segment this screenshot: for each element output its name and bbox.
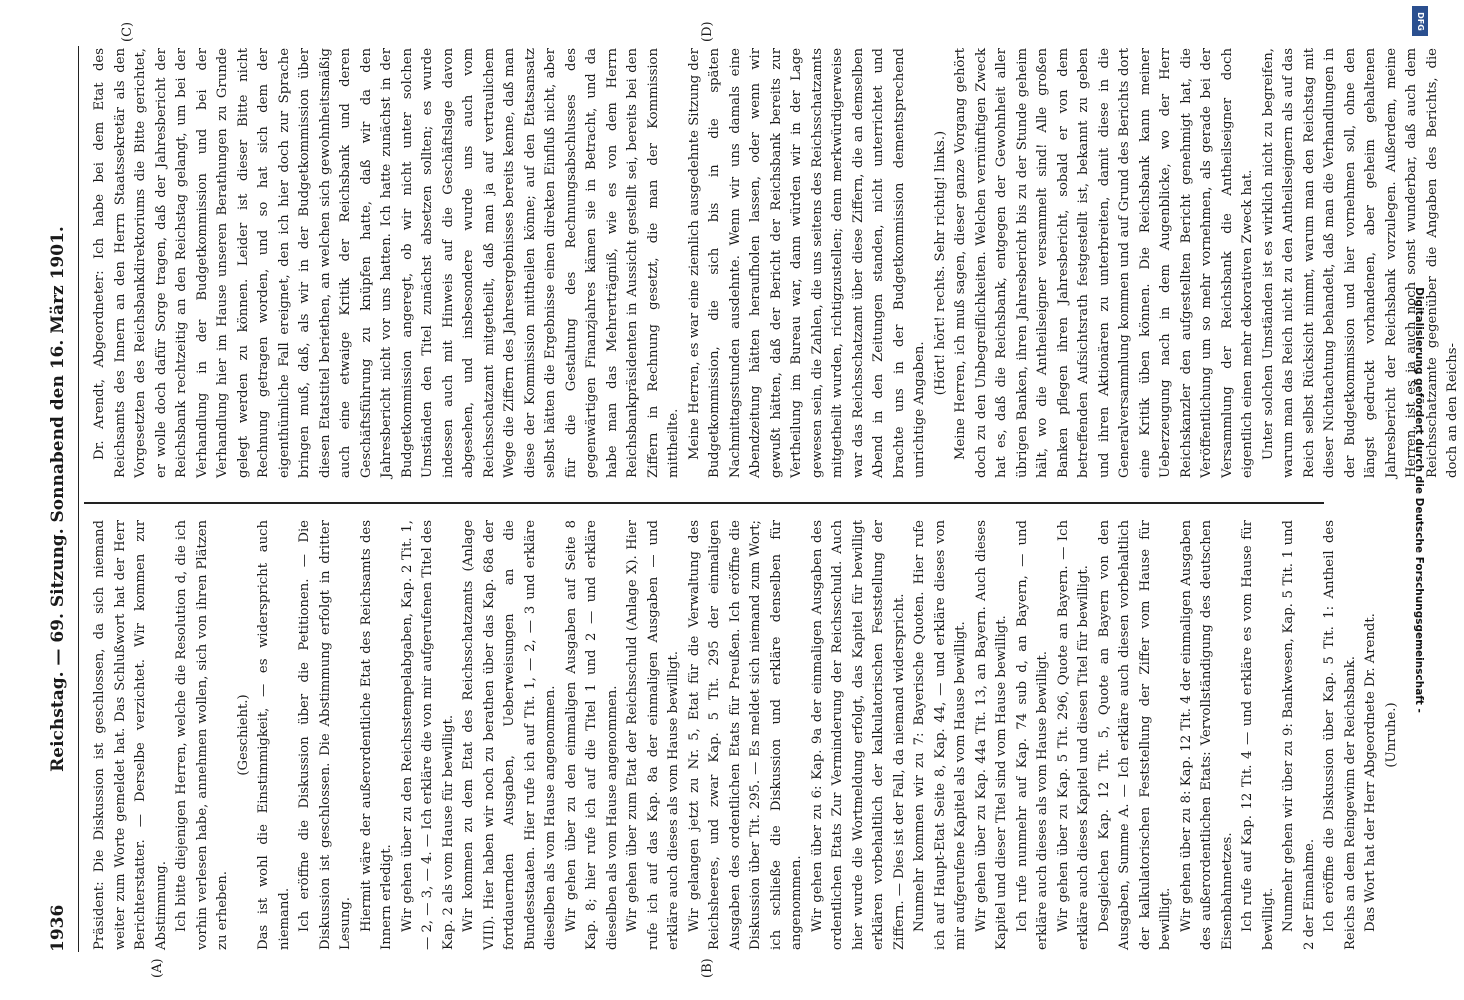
page-number: 1936 xyxy=(48,904,68,952)
column-divider xyxy=(84,502,1324,504)
paragraph: Wir gehen über zu den Reichsstempelabgaben, Kap. 2 Tit. 1, — 2, — 3, — 4. — Ich erkläre die von mir aufgerufenen Titel des Kap. 2 als vom Hause für bewilligt. xyxy=(399,520,456,950)
margin-marker-d: (D) xyxy=(700,21,715,42)
page-title: Reichstag. — 69. Sitzung. Sonnabend den 16. März 1901. xyxy=(48,226,68,772)
paragraph: Meine Herren, ich muß sagen, dieser ganze Vorgang gehört doch zu den Unbegreiflichkeiten. Welchen vernünftigen Zweck hat es, daß die Reichsbank, entgegen der Gewohnheit aller übrigen Banken, ihren Jahresbericht bis zu der Stunde geheim hält, wo die Antheilseigner versammelt sind! Alle großen Banken pflegen ihren Jahresbericht, sobald er von dem betreffenden Aufsichtsrath festgestellt ist, bekannt zu geben und ihren Aktionären zu unterbreiten, damit diese in die Generalversammlung kommen und auf Grund des Berichts dort eine Kritik üben können. Die Reichsbank kann meiner Ueberzeugung nach in dem Augenblicke, wo der Herr Reichskanzler den aufgestellten Bericht genehmigt hat, die Veröffentlichung um so mehr vornehmen, als gerade bei der Versammlung der Reichsbank die Antheilseigner doch eigentlich einen mehr dekorativen Zweck hat. xyxy=(953,48,1255,478)
paragraph: Hiermit wäre der außerordentliche Etat des Reichsamts des Innern erledigt. xyxy=(358,520,394,950)
paragraph: Nunmehr gehen wir über zu 9: Bankwesen, Kap. 5 Tit. 1 und 2 der Einnahme. xyxy=(1281,520,1317,950)
paragraph: (Unruhe.) xyxy=(1383,702,1399,768)
paragraph: Meine Herren, es war eine ziemlich ausgedehnte Sitzung der Budgetkommission, die sich bis in die späten Nachmittagsstunden ausdehnte. Wenn wir uns damals eine Abendzeitung hätten heraufholen lassen, oder wenn wir gewußt hätten, daß der Bericht der Reichsbank bereits zur Vertheilung im Bureau war, dann würden wir in der Lage gewesen sein, die Zahlen, die uns seitens des Reichsschatzamts mitgetheilt wurden, richtigzustellen; denn merkwürdigerweise war das Reichsschatzamt über diese Ziffern, die an demselben Abend in den Zeitungen standen, nicht unterrichtet und brachte uns in der Budgetkommission dementsprechend unrichtige Angaben. xyxy=(686,48,927,478)
paragraph: Das ist wohl die Einstimmigkeit, — es widerspricht auch niemand. xyxy=(256,520,292,950)
margin-marker-b: (B) xyxy=(700,958,715,978)
paragraph: Wir gehen über zu den einmaligen Ausgaben auf Seite 8 Kap. 8; hier rufe ich auf die Titel 1 und 2 — und erkläre dieselben als vom Hause angenommen. xyxy=(563,520,620,950)
dfg-credit: Digitalisierung gefördert durch die Deutsche Forschungsgemeinschaft - xyxy=(1413,287,1425,713)
header-rule xyxy=(78,46,79,952)
paragraph: (Geschieht.) xyxy=(235,694,251,776)
paragraph: Ich eröffne die Diskussion über Kap. 5 Tit. 1: Antheil des Reichs an dem Reingewinn der Reichsbank. xyxy=(1322,520,1358,950)
paragraph: Ich eröffne die Diskussion über die Petitionen. — Die Diskussion ist geschlossen. Die Abstimmung erfolgt in dritter Lesung. xyxy=(297,520,353,950)
paragraph: Nunmehr kommen wir zu 7: Bayerische Quoten. Hier rufe ich auf Haupt-Etat Seite 8, Kap. 44, — und erkläre dieses von mir aufgerufene Kapitel als vom Hause bewilligt. xyxy=(912,520,968,950)
paragraph: Das Wort hat der Herr Abgeordnete Dr. Arendt. xyxy=(1363,613,1378,932)
paragraph: Wir gelangen jetzt zu Nr. 5, Etat für die Verwaltung des Reichsheeres, und zwar Kap. 5 Tit. 295 der einmaligen Ausgaben des ordentlichen Etats für Preußen. Ich eröffne die Diskussion über Tit. 295. — Es meldet sich niemand zum Wort; ich schließe die Diskussion und erkläre denselben für angenommen. xyxy=(686,520,804,950)
paragraph: Ich bitte diejenigen Herren, welche die Resolution d, die ich vorhin verlesen habe, annehmen wollen, sich von ihren Plätzen zu erheben. xyxy=(174,520,230,950)
paragraph: Wir gehen über zu 8: Kap. 12 Tit. 4 der einmaligen Ausgaben des außerordentlichen Etats: Vervollständigung des deutschen Eisenbahnnetzes. xyxy=(1178,520,1235,950)
paragraph: Desgleichen Kap. 12 Tit. 5, Quote an Bayern von den Ausgaben, Summe A. — Ich erkläre auch diesen vorbehaltlich der kalkulatorischen Feststellung der Ziffer vom Hause für bewilligt. xyxy=(1096,520,1173,950)
paragraph: Präsident: Die Diskussion ist geschlossen, da sich niemand weiter zum Worte gemeldet hat. Das Schlußwort hat der Herr Berichterstatter. — Derselbe verzichtet. Wir kommen zur Abstimmung. xyxy=(92,520,169,950)
paragraph: Ich rufe nunmehr auf Kap. 74 sub d, an Bayern, — und erkläre auch dieses als vom Hause bewilligt. xyxy=(1014,520,1050,950)
paragraph: Wir kommen zu dem Etat des Reichsschatzamts (Anlage VIII). Hier haben wir noch zu berathen über das Kap. 68a der fortdauernden Ausgaben, Ueberweisungen an die Bundesstaaten. Hier rufe ich auf Tit. 1, — 2, — 3 und erkläre dieselben als vom Hause angenommen. xyxy=(461,520,558,950)
paragraph: Dr. Arendt, Abgeordneter: Ich habe bei dem Etat des Reichsamts des Innern an den Herrn Staatssekretär als den Vorgesetzten des Reichsbankdirektoriums die Bitte gerichtet, er wolle doch dafür Sorge tragen, daß der Jahresbericht der Reichsbank rechtzeitig an den Reichstag gelangt, um bei der Verhandlung in der Budgetkommission und bei der Verhandlung hier im Hause unseren Berathungen zu Grunde gelegt werden zu können. Leider ist dieser Bitte nicht Rechnung getragen worden, und so hat sich dem der eigenthümliche Fall ereignet, den ich hier doch zur Sprache bringen muß, daß, als wir in der Budgetkommission über diesen Etatstitel beriethen, an welchen sich gewohnheitsmäßig auch eine etwaige Kritik der Reichsbank und deren Geschäftsführung zu knüpfen hatte, daß wir da den Jahresbericht nicht vor uns hatten. Ich hatte zunächst in der Budgetkommission angeregt, ob wir nicht unter solchen Umständen den Titel zunächst absetzen sollten; es wurde indessen auch mit Hinweis auf die Geschäftslage davon abgesehen, und insbesondere wurde uns auch vom Reichsschatzamt mitgetheilt, daß man ja auf vertraulichem Wege die Ziffern des Jahresergebnisses bereits kenne, daß man diese der Kommission mittheilen könne; auf den Etatsansatz selbst hätten die Ergebnisse einen direkten Einfluß nicht, aber für die Gestaltung des Rechnungsabschlusses des gegenwärtigen Finanzjahres kämen sie in Betracht, und da habe man das Mehrerträgniß, wie es von dem Herrn Reichsbankpräsidenten in Aussicht gestellt sei, bereits bei den Ziffern in Rechnung gesetzt, die man der Kommission mittheilte. xyxy=(92,48,681,478)
paragraph: Unter solchen Umständen ist es wirklich nicht zu begreifen, warum man das Reich nicht zu den Antheilseignern als auf das Reich selbst Rücksicht nimmt, warum man den Reichstag mit dieser Nichtachtung behandelt, daß man die Verhandlungen in der Budgetkommission und hier vornehmen soll, ohne den längst gedruckt vorhandenen, aber geheim gehaltenen Jahresbericht der Reichsbank vorzulegen. Außerdem, meine Herren, ist es ja auch noch sonst wunderbar, daß auch dem Reichsschatzamte gegenüber die Angaben des Berichts, die doch an den Reichs- xyxy=(1260,48,1460,478)
margin-marker-c: (C) xyxy=(120,21,135,42)
left-column xyxy=(90,520,1399,950)
paragraph: Wir gehen über zu Kap. 5 Tit. 296, Quote an Bayern. — Ich erkläre auch dieses Kapitel und diesen Titel für bewilligt. xyxy=(1055,520,1091,950)
paragraph: Wir gehen über zu 6: Kap. 9a der einmaligen Ausgaben des ordentlichen Etats Zur Verminderung der Reichsschuld. Auch hier wurde die Wortmeldung erfolgt, das Kapitel für bewilligt erklären vorbehaltlich der kalkulatorischen Feststellung der Ziffern. — Dies ist der Fall, da niemand widerspricht. xyxy=(809,520,907,950)
page-header xyxy=(48,46,74,952)
paragraph: Wir gehen über zum Etat der Reichsschuld (Anlage X). Hier rufe ich auf das Kap. 8a der einmaligen Ausgaben — und erkläre auch dieses als vom Hause bewilligt. xyxy=(625,520,681,950)
paragraph: (Hört! hört! rechts. Sehr richtig! links.) xyxy=(932,130,948,396)
right-column xyxy=(90,48,1460,478)
paragraph: Wir gehen über zu Kap. 44a Tit. 13, an Bayern. Auch dieses Kapitel und dieser Titel sind vom Hause bewilligt. xyxy=(973,520,1009,950)
dfg-logo: DFG xyxy=(1412,6,1428,36)
margin-marker-a: (A) xyxy=(150,958,165,978)
paragraph: Ich rufe auf Kap. 12 Tit. 4 — und erkläre es vom Hause für bewilligt. xyxy=(1240,520,1276,950)
digitization-sidebar xyxy=(1404,0,1434,1000)
